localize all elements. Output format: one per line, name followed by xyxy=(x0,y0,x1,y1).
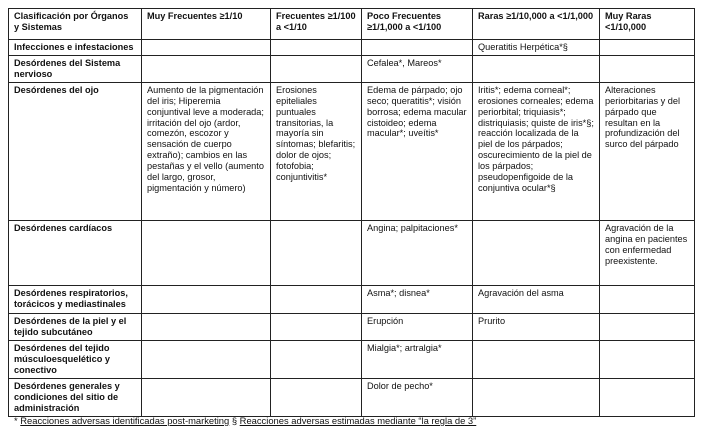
table-row xyxy=(9,56,695,83)
header-cell: Poco Frecuentes ≥1/1,000 a <1/100 xyxy=(362,9,473,40)
table-cell: Angina; palpitaciones* xyxy=(362,220,473,285)
table-cell xyxy=(271,56,362,83)
header-cell: Muy Frecuentes ≥1/10 xyxy=(142,9,271,40)
footnote-mark: § xyxy=(231,415,238,426)
header-row xyxy=(9,9,695,40)
table-cell: Agravación de la angina en pacientes con enfermedad preexistente. xyxy=(600,220,695,285)
table-cell: Queratitis Herpética*§ xyxy=(473,40,600,56)
table-cell: Mialgia*; artralgia* xyxy=(362,340,473,378)
table-cell: Edema de párpado; ojo seco; queratitis*; visión borrosa; edema macular cistoideo; edema macular*; uveítis* xyxy=(362,82,473,220)
table-cell xyxy=(600,56,695,83)
table-cell xyxy=(142,220,271,285)
table-cell: Asma*; disnea* xyxy=(362,285,473,313)
table-cell xyxy=(271,378,362,416)
footnote-text: Reacciones adversas identificadas post-marketing xyxy=(20,415,230,426)
footnote-mark: * xyxy=(14,415,18,426)
row-header-cell: Desórdenes de la piel y el tejido subcutáneo xyxy=(9,313,142,340)
table-cell xyxy=(362,40,473,56)
table-cell xyxy=(271,40,362,56)
row-header-cell: Desórdenes generales y condiciones del sitio de administración xyxy=(9,378,142,416)
header-cell: Raras ≥1/10,000 a <1/1,000 xyxy=(473,9,600,40)
table-cell: Cefalea*, Mareos* xyxy=(362,56,473,83)
table-cell: Aumento de la pigmentación del iris; Hiperemia conjuntival leve a moderada; irritación del ojo (ardor, comezón, escozor y sensación de cuerpo extraño); cambios en las pestañas y el vello (aumento del largo, grosor, pigmentación y número) xyxy=(142,82,271,220)
table-row xyxy=(9,82,695,220)
table-cell xyxy=(271,340,362,378)
table-cell: Iritis*; edema corneal*; erosiones corneales; edema periorbital; triquiasis*; distriquiasis; quiste de iris*§; reacción localizada de la piel de los párpados; oscurecimiento de la piel de los párpados; pseudopenfigoide de la conjuntiva ocular*§ xyxy=(473,82,600,220)
table-cell: Agravación del asma xyxy=(473,285,600,313)
table-cell xyxy=(473,340,600,378)
table-cell xyxy=(473,220,600,285)
table-cell xyxy=(142,313,271,340)
table-cell: Dolor de pecho* xyxy=(362,378,473,416)
table-cell: Erupción xyxy=(362,313,473,340)
header-cell: Muy Raras <1/10,000 xyxy=(600,9,695,40)
table-cell xyxy=(271,313,362,340)
table-cell xyxy=(271,220,362,285)
adverse-reactions-table xyxy=(8,8,695,417)
table-cell xyxy=(600,378,695,416)
row-header-cell: Infecciones e infestaciones xyxy=(9,40,142,56)
table-row xyxy=(9,40,695,56)
table-cell xyxy=(473,378,600,416)
table-cell xyxy=(142,340,271,378)
row-header-cell: Desórdenes del Sistema nervioso xyxy=(9,56,142,83)
table-row xyxy=(9,220,695,285)
table-cell xyxy=(600,285,695,313)
table-cell: Erosiones epiteliales puntuales transitorias, la mayoría sin síntomas; blefaritis; dolor de ojos; fotofobia; conjuntivitis* xyxy=(271,82,362,220)
table-cell xyxy=(600,40,695,56)
table-row xyxy=(9,313,695,340)
footnote-text: Reacciones adversas estimadas mediante “la regla de 3” xyxy=(239,415,477,426)
table-cell xyxy=(600,340,695,378)
table-cell: Alteraciones periorbitarias y del párpado que resultan en la profundización del surco del párpado xyxy=(600,82,695,220)
table-cell xyxy=(142,40,271,56)
table-cell xyxy=(142,285,271,313)
row-header-cell: Desórdenes del tejido músculoesquelético y conectivo xyxy=(9,340,142,378)
row-header-cell: Desórdenes respiratorios, torácicos y mediastinales xyxy=(9,285,142,313)
table-cell: Prurito xyxy=(473,313,600,340)
row-header-cell: Desórdenes del ojo xyxy=(9,82,142,220)
table-cell xyxy=(473,56,600,83)
footnote xyxy=(14,416,476,427)
header-cell: Frecuentes ≥1/100 a <1/10 xyxy=(271,9,362,40)
table-row xyxy=(9,378,695,416)
table-cell xyxy=(142,56,271,83)
table-cell xyxy=(142,378,271,416)
table-row xyxy=(9,285,695,313)
table-cell xyxy=(600,313,695,340)
row-header-cell: Desórdenes cardíacos xyxy=(9,220,142,285)
table-cell xyxy=(271,285,362,313)
header-cell: Clasificación por Órganos y Sistemas xyxy=(9,9,142,40)
table-row xyxy=(9,340,695,378)
